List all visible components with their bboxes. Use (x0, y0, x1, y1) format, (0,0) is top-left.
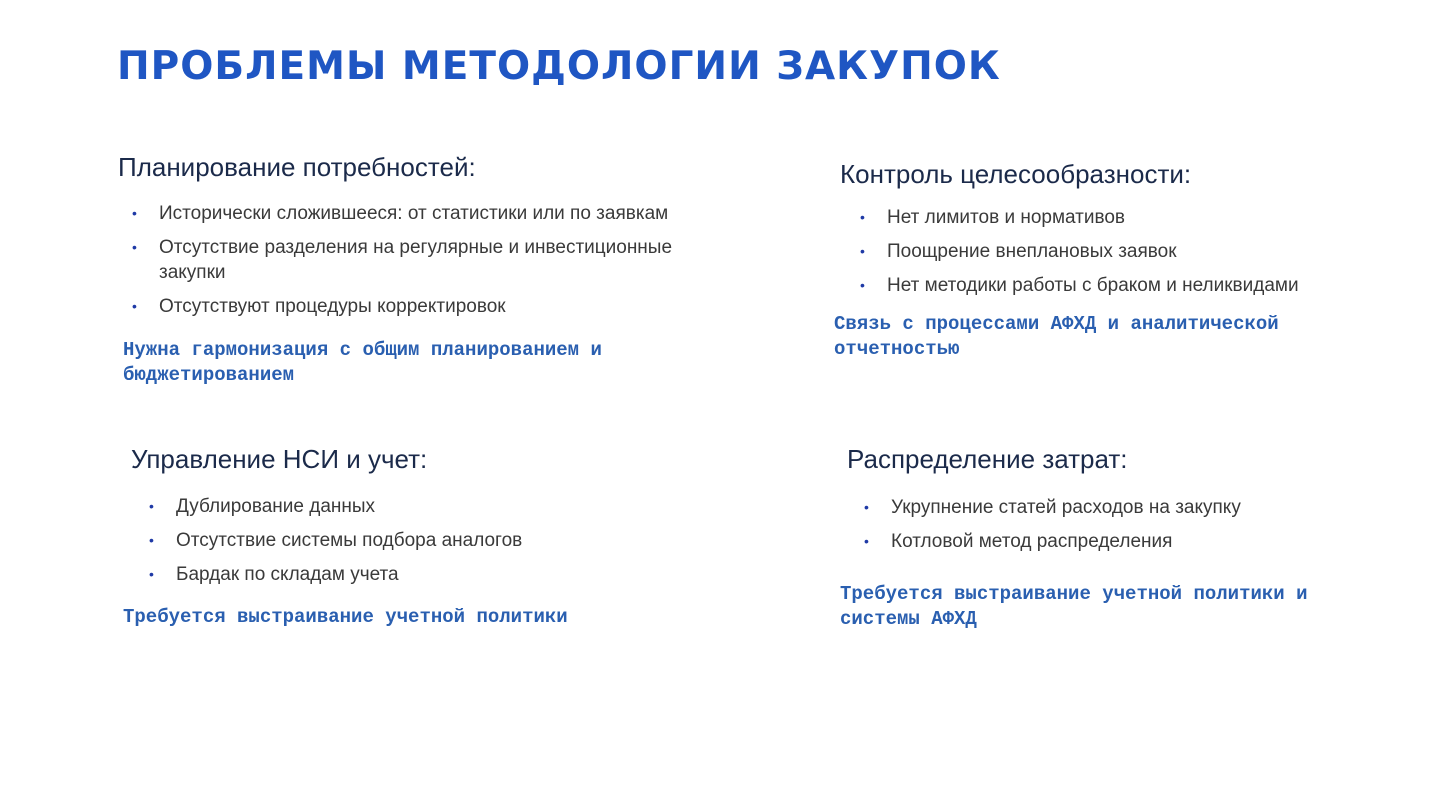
list-item: • Котловой метод распределения (864, 531, 1173, 552)
section-note-costs: Требуется выстраивание учетной политики и системы АФХД (840, 583, 1308, 630)
section-list-control (860, 205, 1400, 307)
bullet-icon: • (149, 532, 154, 548)
bullet-icon: • (132, 205, 137, 221)
list-item: • Отсутствие разделения на регулярные и инвестиционные закупки (132, 237, 673, 283)
section-note-control: Связь с процессами АФХД и аналитической отчетностью (834, 313, 1279, 360)
section-list-costs (864, 495, 1404, 563)
bullet-icon: • (864, 499, 869, 515)
list-item: • Нет методики работы с браком и неликвидами (860, 275, 1299, 296)
list-item: • Отсутствуют процедуры корректировок (132, 296, 506, 317)
section-note-planning: Нужна гармонизация с общим планированием и бюджетированием (123, 339, 602, 386)
section-note-nsi: Требуется выстраивание учетной политики (123, 606, 568, 628)
section-heading-costs: Распределение затрат: (847, 444, 1128, 474)
section-heading-control: Контроль целесообразности: (840, 159, 1192, 189)
bullet-icon: • (149, 498, 154, 514)
list-item: • Исторически сложившееся: от статистики или по заявкам (132, 203, 669, 224)
list-item: • Нет лимитов и нормативов (860, 207, 1126, 228)
list-item: • Бардак по складам учета (149, 564, 399, 585)
section-heading-nsi: Управление НСИ и учет: (131, 444, 428, 474)
list-item: • Поощрение внеплановых заявок (860, 241, 1177, 262)
bullet-icon: • (860, 243, 865, 259)
bullet-icon: • (864, 533, 869, 549)
bullet-icon: • (132, 239, 137, 255)
section-heading-planning: Планирование потребностей: (118, 152, 476, 182)
list-item: • Укрупнение статей расходов на закупку (864, 497, 1241, 518)
list-item: • Отсутствие системы подбора аналогов (149, 530, 523, 551)
bullet-icon: • (860, 209, 865, 225)
bullet-icon: • (149, 566, 154, 582)
list-item: • Дублирование данных (149, 496, 376, 517)
bullet-icon: • (132, 298, 137, 314)
page-title: ПРОБЛЕМЫ МЕТОДОЛОГИИ ЗАКУПОК (117, 44, 1001, 89)
section-list-nsi (149, 494, 709, 596)
section-list-planning (132, 201, 732, 328)
bullet-icon: • (860, 277, 865, 293)
